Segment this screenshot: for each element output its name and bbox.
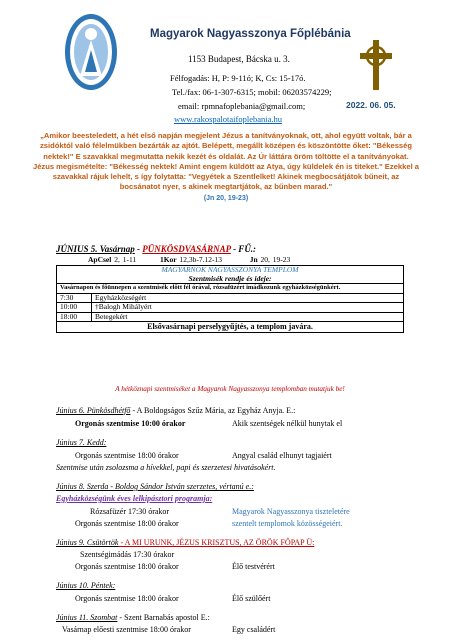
reading-3-ref: 20, 19-23	[257, 255, 291, 264]
day-title: - A Boldogságos Szűz Mária, az Egyház Anyja. E.:	[130, 406, 296, 415]
sunday-dash: -	[134, 244, 143, 254]
mass-line-left: Orgonás szentmise 18:00 órakor	[75, 451, 179, 460]
day-heading	[56, 406, 295, 415]
day-heading	[56, 538, 314, 547]
mass-time: 7:30	[57, 293, 92, 303]
gospel-quote-ref: (Jn 20, 19-23)	[203, 194, 249, 202]
mass-line-right: Magyarok Nagyasszonya tiszteletére	[232, 507, 350, 516]
collection-note: Elsővasárnapi perselygyűjtés, a templom javára.	[57, 322, 404, 333]
day-heading	[56, 613, 210, 622]
mass-line-left: Szentségimádás 17:30 órakor	[80, 550, 175, 559]
office-hours: Félfogadás: H, P: 9-11ó; K, Cs: 15-17ó.	[170, 73, 306, 83]
reading-1-ref: 2, 1-11	[111, 255, 137, 264]
parish-logo	[62, 10, 120, 94]
parish-name: Magyarok Nagyasszonya Főplébánia	[150, 28, 351, 40]
table-row	[57, 303, 404, 313]
mass-order-title: Szentmisék rendje és ideje:	[57, 275, 404, 284]
rosary-note: Vasárnapon és főünnepen a szentmisék előtt fél órával, rózsafüzért imádkozunk egyházközségünkért.	[57, 284, 404, 294]
sunday-heading	[56, 244, 256, 254]
mass-line-right: Akik szentségek nélkül hunytak el	[232, 419, 343, 428]
mass-line-right: Élő szülőért	[232, 594, 271, 603]
parish-address: 1153 Budapest, Bácska u. 3.	[188, 54, 290, 64]
mass-line-left: Rózsafüzér 17:30 órakor	[90, 507, 170, 516]
day-date: Június 6. Pünkösdhétfő	[56, 406, 131, 415]
day-note: Szentmise után zsolozsma a hívekkel, papi és szerzetesi hivatásokért.	[56, 463, 276, 472]
weekday-note: A hétköznapi szentmiséket a Magyarok Nagyasszonya templomban mutatjuk be!	[115, 385, 345, 393]
day-title: - A MI URUNK, JÉZUS KRISZTUS, AZ ÖRÖK FŐPAP Ü:	[118, 538, 315, 547]
mass-intent: Betegekért	[92, 312, 404, 322]
mass-time: 18:00	[57, 312, 92, 322]
gospel-quote-text: „Amikor beesteledett, a hét első napján megjelent Jézus a tanítványoknak, ott, ahol együtt voltak, bár a zsidóktól való félelmükben bezárták az ajtót. Belépett, megállt középen és köszöntötte őket: "Békesség nektek!" E szavakkal megmutatta nekik kezét és oldalát. Az Úr láttára öröm töltötte el a tanítványokat. Jézus megismételte: "Békesség nektek! Amint engem küldött az Atya, úgy küldelek én is titeket." Ezekkel a szavakkal rájuk lehelt, s így folytatta: "Vegyétek a Szentlelket! Akinek megbocsátjátok bűneit, az bocsánatot nyer, s akinek megtartjátok, az bűnben marad."	[32, 131, 420, 192]
website-link[interactable]: www.rakospalotaifoplebania.hu	[174, 114, 283, 124]
mass-line-left: Vasárnap előesti szentmise 18:00 órakor	[62, 625, 191, 634]
mass-time: 10:00	[57, 303, 92, 313]
mass-intent: Egyházközségért	[92, 293, 404, 303]
mass-line-right: Egy családért	[232, 625, 276, 634]
mass-line-right: szentelt templomok közösségeiért.	[232, 519, 343, 528]
sunday-suffix: - FŰ.:	[230, 244, 257, 254]
sunday-mass-table	[56, 265, 404, 333]
table-row	[57, 312, 404, 322]
reading-3-book: Jn	[249, 255, 258, 264]
sunday-feast: PÜNKÖSDVASÁRNAP	[142, 244, 231, 254]
church-name: MAGYARNOK NAGYASSZONYA TEMPLOM	[57, 266, 404, 275]
mass-line-left: Orgonás szentmise 18:00 órakor	[75, 594, 179, 603]
mass-line-left: Orgonás szentmise 18:00 órakor	[75, 562, 179, 571]
day-date: Június 9. Csütörtök	[56, 538, 119, 547]
sunday-date: JÚNIUS 5. Vasárnap	[56, 244, 135, 254]
mass-intent: †Balogh Mihályért	[92, 303, 404, 313]
reading-2-book: 1Kor	[159, 255, 177, 264]
gospel-quote	[32, 131, 420, 204]
bulletin-date: 2022. 06. 05.	[346, 100, 396, 110]
mass-line-left: Orgonás szentmise 18:00 órakor	[75, 519, 179, 528]
day-date: Június 11. Szombat	[56, 613, 118, 622]
sunday-readings	[88, 255, 290, 264]
mass-line-right: Angyal család elhunyt tagjaiért	[232, 451, 332, 460]
program-title: Egyházközségünk éves lelkipásztori programja:	[56, 494, 213, 503]
celtic-cross-icon	[356, 38, 396, 92]
phone-line: Tel./fax: 06-1-307-6315; mobil: 06203574229;	[172, 87, 332, 97]
day-date: Június 10. Péntek:	[56, 581, 116, 590]
mass-line-right: Élő testvérért	[232, 562, 275, 571]
day-date: Június 8. Szerda - Boldog Sándor István szerzetes, vértanú e.:	[56, 482, 254, 491]
day-title: - Szent Barnabás apostol E.:	[117, 613, 210, 622]
day-date: Június 7. Kedd:	[56, 438, 107, 447]
mass-line-left: Orgonás szentmise 10:00 órakor	[75, 419, 186, 428]
reading-1-book: ApCsel	[88, 255, 112, 264]
reading-2-ref: 12,3b-7.12-13	[176, 255, 222, 264]
email-line: email: rpmnafoplebania@gmail.com;	[178, 101, 306, 111]
